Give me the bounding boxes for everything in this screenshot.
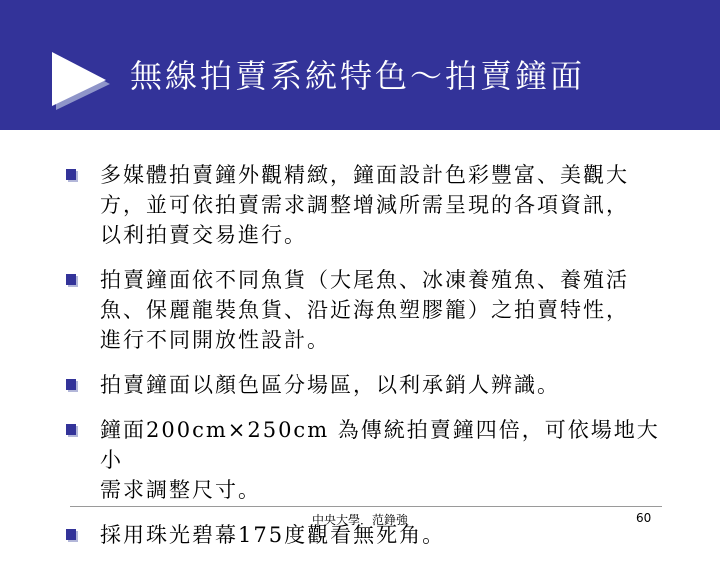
page-number: 60 (636, 511, 652, 525)
bullet-text: 拍賣鐘面依不同魚貨（大尾魚、冰凍養殖魚、養殖活 魚、保麗龍裝魚貨、沿近海魚塑膠籠）之拍賣特性， 進行不同開放性設計。 (100, 268, 629, 352)
title-bar (0, 0, 720, 130)
bullet-item (66, 160, 666, 250)
slide-title: 無線拍賣系統特色～拍賣鐘面 (130, 57, 586, 95)
footer-divider (70, 506, 662, 507)
square-bullet-icon (66, 424, 78, 437)
bullet-text: 拍賣鐘面以顏色區分場區，以利承銷人辨識。 (100, 373, 560, 397)
square-bullet-icon (66, 274, 78, 287)
square-bullet-icon (66, 379, 78, 392)
square-bullet-icon (66, 169, 78, 182)
bullet-item (66, 415, 666, 505)
bullet-item (66, 265, 666, 355)
footer-text: 中央大學．范錚強 (311, 513, 408, 527)
bullet-text: 採用珠光碧幕175度觀看無死角。 (100, 523, 446, 547)
bullet-list (66, 160, 666, 565)
bullet-text: 多媒體拍賣鐘外觀精緻，鐘面設計色彩豐富、美觀大 方，並可依拍賣需求調整增減所需呈現的各項資訊， 以利拍賣交易進行。 (100, 163, 629, 247)
bullet-item (66, 370, 666, 400)
bullet-text: 鐘面200cm×250cm 為傳統拍賣鐘四倍，可依場地大小 需求調整尺寸。 (100, 418, 660, 502)
play-arrow-icon (50, 50, 114, 114)
square-bullet-icon (66, 529, 78, 542)
